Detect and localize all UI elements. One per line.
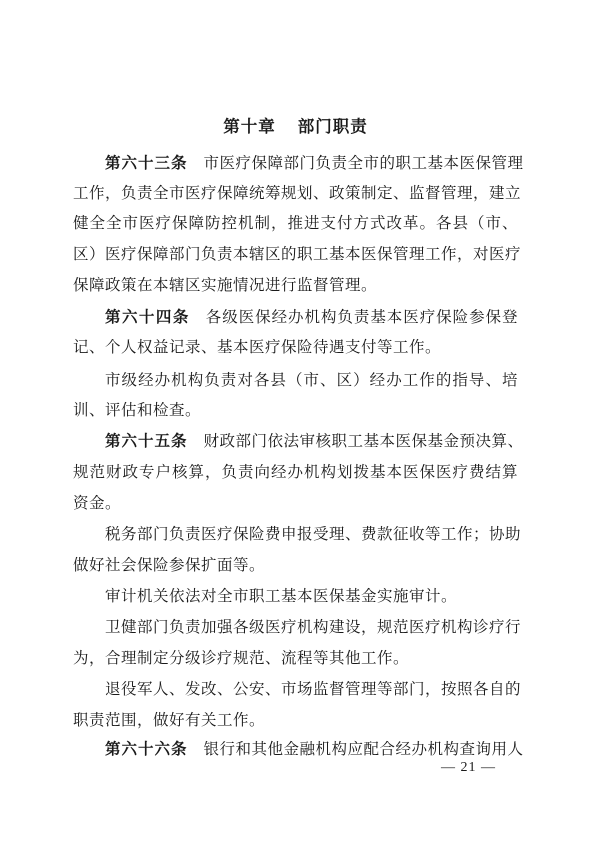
article-63-line-2: 工作，负责全市医疗保障统筹规划、政策制定、监督管理，建立 <box>73 184 522 202</box>
article-65-label: 第六十五条 <box>105 432 188 450</box>
article-65-para3-line-1: 审计机关依法对全市职工基本医保基金实施审计。 <box>105 587 458 605</box>
article-65-para5-line-2: 职责范围，做好有关工作。 <box>73 711 266 729</box>
article-63-label: 第六十三条 <box>105 154 188 172</box>
article-64-line-2: 记、个人权益记录、基本医疗保险待遇支付等工作。 <box>73 338 442 356</box>
article-64-para2-line-2: 训、评估和检查。 <box>73 401 202 419</box>
article-63-line-1: 第六十三条 市医疗保障部门负责全市的职工基本医保管理 <box>105 154 524 172</box>
article-65-line-1: 第六十五条 财政部门依法审核职工基本医保基金预决算、 <box>105 432 524 450</box>
article-66-label: 第六十六条 <box>105 740 188 758</box>
article-65-line-2: 规范财政专户核算，负责向经办机构划拨基本医保医疗费结算 <box>73 463 518 481</box>
chapter-title: 部门职责 <box>297 117 368 136</box>
article-63-line-5: 保障政策在本辖区实施情况进行监督管理。 <box>73 276 378 294</box>
article-64-line-1: 第六十四条 各级医保经办机构负责基本医疗保险参保登 <box>105 308 518 326</box>
article-65-para2-line-2: 做好社会保险参保扩面等。 <box>73 556 266 574</box>
article-65-para4-line-2: 为，合理制定分级诊疗规范、流程等其他工作。 <box>73 649 410 667</box>
article-66-line-1: 第六十六条 银行和其他金融机构应配合经办机构查询用人 <box>105 740 524 758</box>
article-64-para2-line-1: 市级经办机构负责对各县（市、区）经办工作的指导、培 <box>105 371 518 389</box>
chapter-number: 第十章 <box>223 117 276 136</box>
article-65-line-3: 资金。 <box>73 494 122 512</box>
article-65-para4-line-1: 卫健部门负责加强各级医疗机构建设，规范医疗机构诊疗行 <box>105 618 522 636</box>
article-65-para2-line-1: 税务部门负责医疗保险费申报受理、费款征收等工作；协助 <box>105 525 522 543</box>
page-number: — 21 — <box>441 760 496 775</box>
chapter-heading <box>0 113 591 137</box>
article-65-para5-line-1: 退役军人、发改、公安、市场监督管理等部门，按照各自的 <box>105 680 522 698</box>
article-64-label: 第六十四条 <box>105 308 190 326</box>
article-63-line-4: 区）医疗保障部门负责本辖区的职工基本医保管理工作，对医疗 <box>73 245 522 263</box>
article-63-line-3: 健全全市医疗保障防控机制，推进支付方式改革。各县（市、 <box>73 214 518 232</box>
